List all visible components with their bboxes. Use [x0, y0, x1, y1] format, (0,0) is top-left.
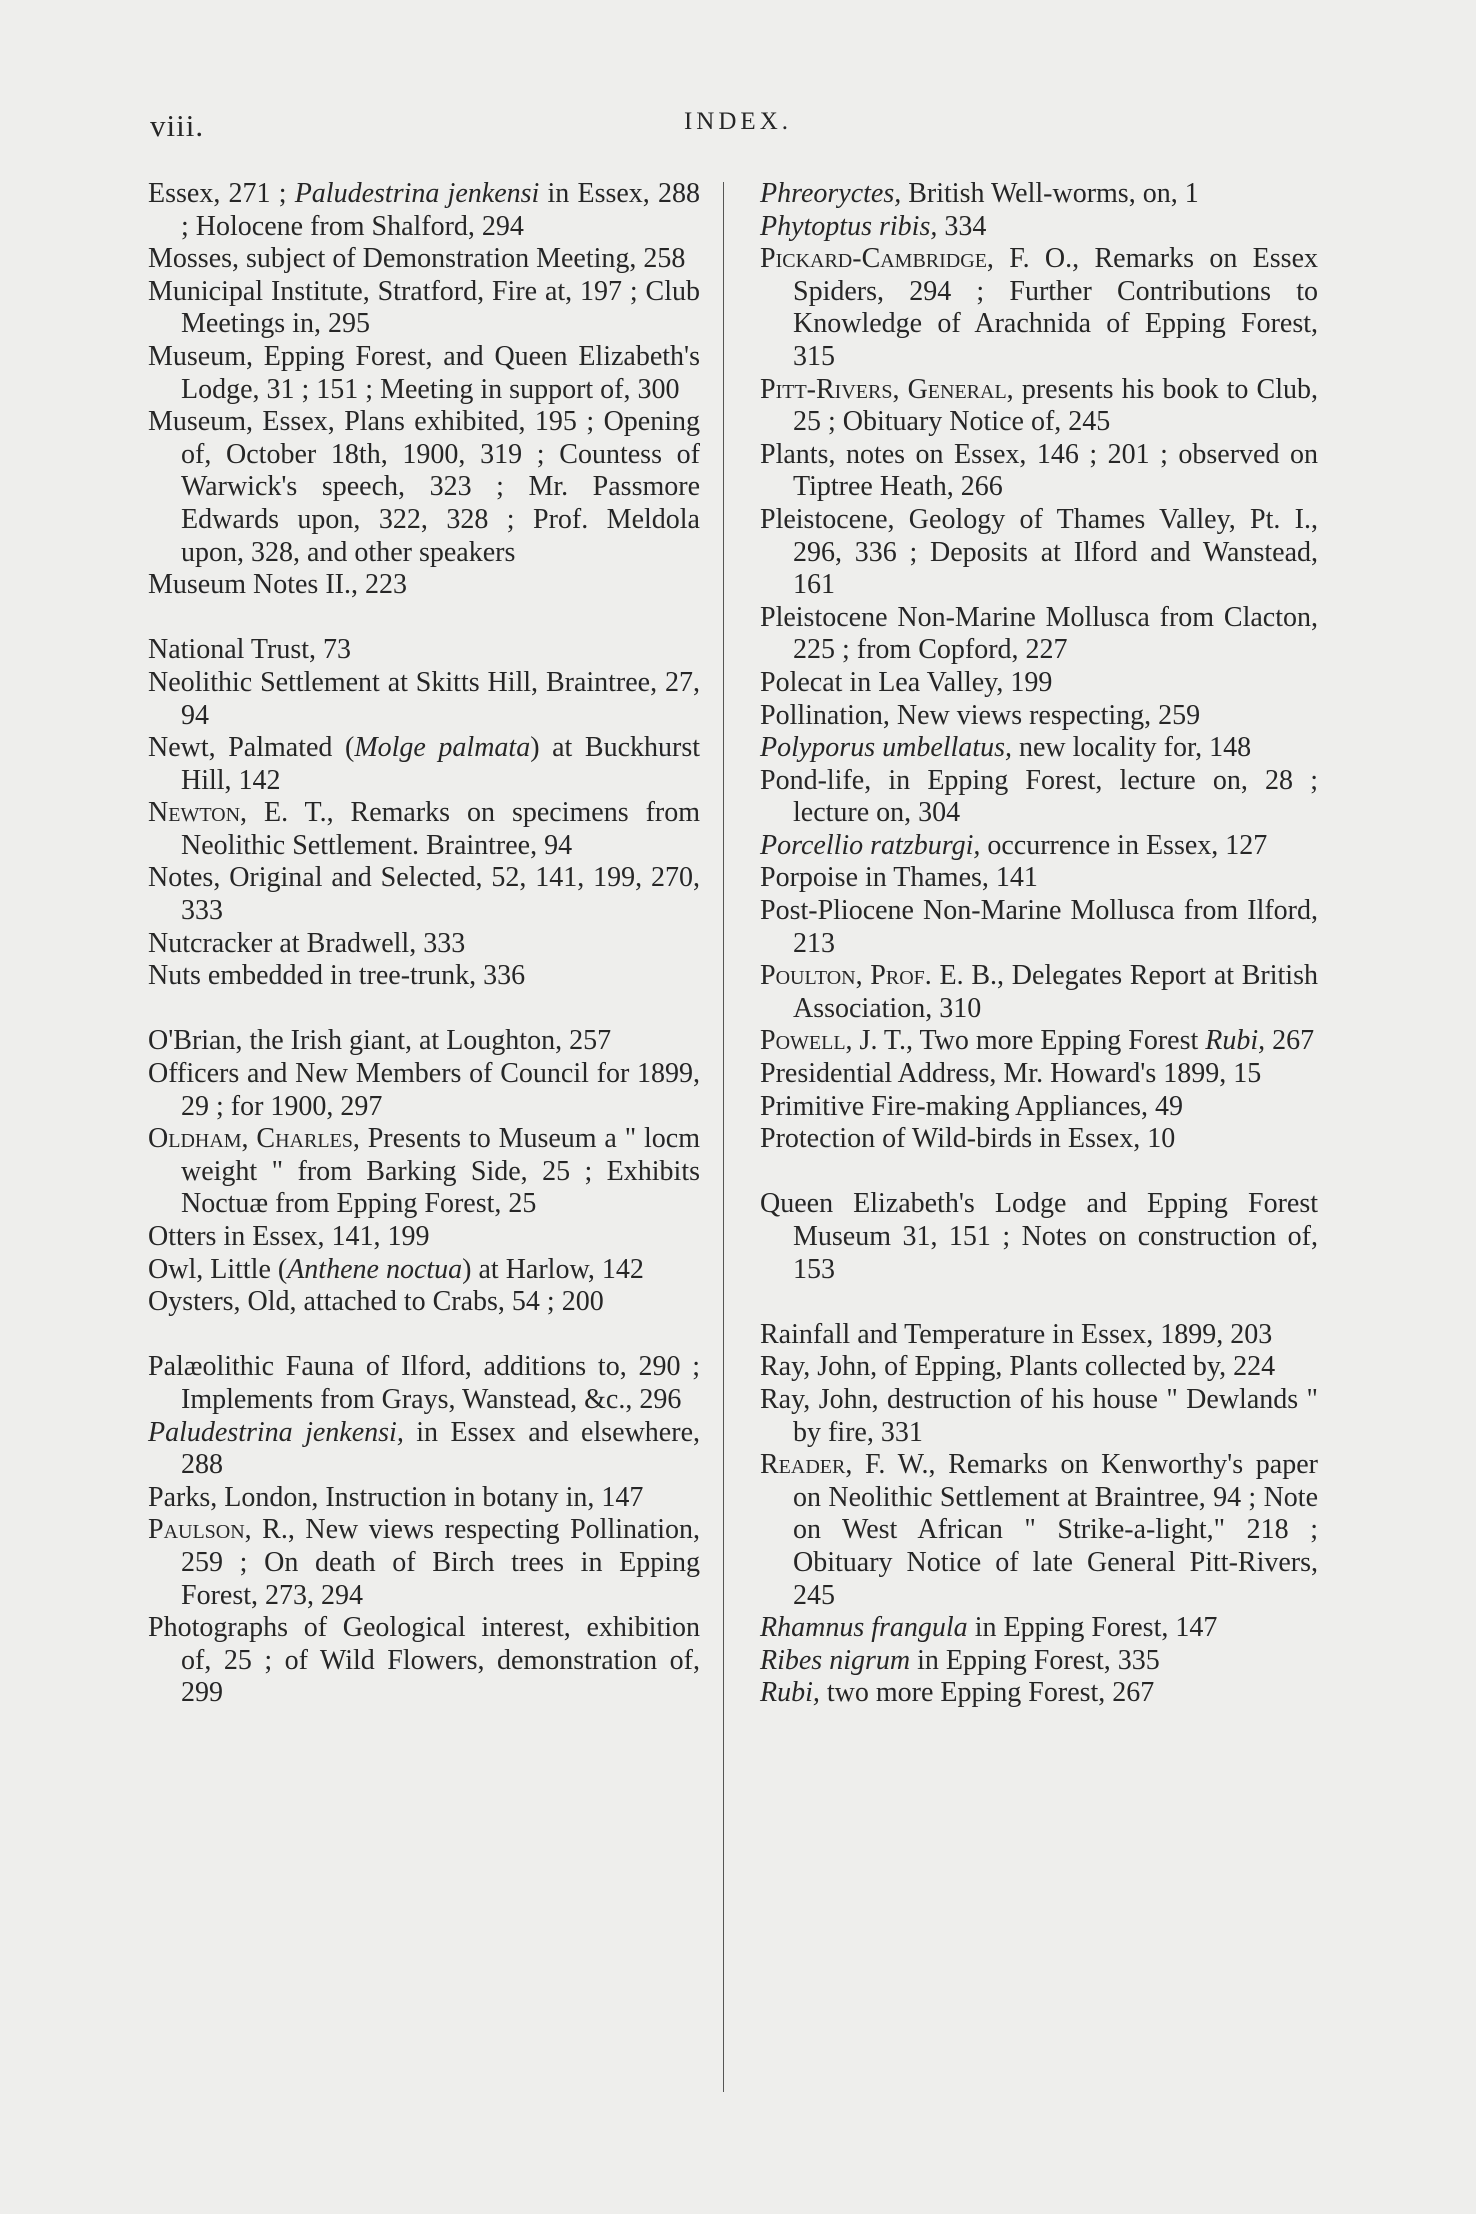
index-entry: Mosses, subject of Demonstration Meeting, 258: [148, 243, 686, 275]
index-entry: Plants, notes on Essex, 146 ; 201 ; observed on Tiptree Heath, 266: [760, 438, 1318, 503]
section-gap: [148, 993, 700, 1026]
index-entry: Museum Notes II., 223: [148, 569, 407, 601]
index-entry: Pickard-Cambridge, F. O., Remarks on Essex Spiders, 294 ; Further Contributions to Knowledge of Arachnida of Epping Forest, 315: [760, 243, 1318, 372]
index-entry: Owl, Little (Anthene noctua) at Harlow, 142: [148, 1253, 644, 1285]
index-entry: Presidential Address, Mr. Howard's 1899, 15: [760, 1058, 1262, 1090]
index-entry: Nutcracker at Bradwell, 333: [148, 927, 466, 959]
index-entry: Oldham, Charles, Presents to Museum a " locm weight " from Barking Side, 25 ; Exhibits Noctuæ from Epping Forest, 25: [148, 1123, 700, 1220]
index-entry: Notes, Original and Selected, 52, 141, 199, 270, 333: [148, 862, 700, 927]
index-entry: Reader, F. W., Remarks on Kenworthy's paper on Neolithic Settlement at Braintree, 94 ; Note on West African " Strike-a-light," 218 ; Obituary Notice of late General Pitt-Rivers, 245: [760, 1449, 1318, 1611]
index-entry: Polecat in Lea Valley, 199: [760, 666, 1053, 698]
section-gap: [148, 1319, 700, 1352]
index-entry: Phreoryctes, British Well-worms, on, 1: [760, 178, 1199, 209]
index-entry: Essex, 271 ; Paludestrina jenkensi in Essex, 288 ; Holocene from Shalford, 294: [148, 178, 701, 242]
index-entry: Porpoise in Thames, 141: [760, 862, 1038, 894]
index-entry: Ray, John, of Epping, Plants collected by, 224: [760, 1351, 1276, 1383]
section-gap: [148, 602, 700, 635]
section-gap: [760, 1286, 1318, 1319]
index-entry: Museum, Essex, Plans exhibited, 195 ; Opening of, October 18th, 1900, 319 ; Countess of Warwick's speech, 323 ; Mr. Passmore Edwards upon, 322, 328 ; Prof. Meldola upon, 328, and other speakers: [148, 406, 700, 568]
index-entry: Pleistocene Non-Marine Mollusca from Clacton, 225 ; from Copford, 227: [760, 601, 1318, 666]
index-entry: Paludestrina jenkensi, in Essex and elsewhere, 288: [148, 1416, 700, 1481]
index-entry: Newt, Palmated (Molge palmata) at Buckhurst Hill, 142: [148, 732, 701, 796]
index-entry: Ray, John, destruction of his house " Dewlands " by fire, 331: [760, 1383, 1318, 1448]
index-entry: Oysters, Old, attached to Crabs, 54 ; 200: [148, 1286, 604, 1318]
index-entry: Paulson, R., New views respecting Pollination, 259 ; On death of Birch trees in Epping Forest, 273, 294: [148, 1514, 700, 1611]
page-number: viii.: [150, 108, 205, 143]
index-entry: Rhamnus frangula in Epping Forest, 147: [760, 1612, 1218, 1644]
index-entry: Powell, J. T., Two more Epping Forest Rubi, 267: [760, 1025, 1315, 1057]
index-entry: Rainfall and Temperature in Essex, 1899, 203: [760, 1318, 1273, 1350]
left-column: [148, 178, 700, 1710]
index-entry: Ribes nigrum in Epping Forest, 335: [760, 1644, 1160, 1676]
right-column: [760, 178, 1318, 1710]
section-gap: [760, 1156, 1318, 1189]
index-entry: Polyporus umbellatus, new locality for, 148: [760, 732, 1252, 764]
index-entry: Post-Pliocene Non-Marine Mollusca from Ilford, 213: [760, 895, 1318, 959]
column-divider: [723, 182, 724, 2092]
index-entry: Pitt-Rivers, General, presents his book to Club, 25 ; Obituary Notice of, 245: [760, 373, 1319, 438]
index-entry: Pollination, New views respecting, 259: [760, 699, 1201, 731]
index-entry: Rubi, two more Epping Forest, 267: [760, 1677, 1155, 1709]
index-entry: Photographs of Geological interest, exhibition of, 25 ; of Wild Flowers, demonstration of, 299: [148, 1612, 700, 1709]
index-entry: Museum, Epping Forest, and Queen Elizabeth's Lodge, 31 ; 151 ; Meeting in support of, 300: [148, 340, 700, 405]
index-entry: Poulton, Prof. E. B., Delegates Report at British Association, 310: [760, 960, 1318, 1024]
index-entry: Phytoptus ribis, 334: [760, 210, 987, 242]
index-entry: O'Brian, the Irish giant, at Loughton, 257: [148, 1025, 612, 1057]
index-entry: Palæolithic Fauna of Ilford, additions to, 290 ; Implements from Grays, Wanstead, &c., 296: [148, 1351, 700, 1415]
index-entry: Newton, E. T., Remarks on specimens from Neolithic Settlement. Braintree, 94: [148, 797, 700, 861]
index-entry: Porcellio ratzburgi, occurrence in Essex, 127: [760, 829, 1268, 861]
index-entry: Municipal Institute, Stratford, Fire at, 197 ; Club Meetings in, 295: [148, 275, 700, 340]
index-entry: Pond-life, in Epping Forest, lecture on, 28 ; lecture on, 304: [760, 764, 1318, 829]
index-entry: Neolithic Settlement at Skitts Hill, Braintree, 27, 94: [148, 666, 700, 731]
index-entry: Queen Elizabeth's Lodge and Epping Forest Museum 31, 151 ; Notes on construction of, 153: [760, 1188, 1318, 1285]
index-entry: Protection of Wild-birds in Essex, 10: [760, 1123, 1176, 1155]
index-entry: National Trust, 73: [148, 634, 352, 666]
index-entry: Otters in Essex, 141, 199: [148, 1221, 430, 1252]
index-entry: Parks, London, Instruction in botany in, 147: [148, 1481, 644, 1513]
index-entry: Officers and New Members of Council for 1899, 29 ; for 1900, 297: [148, 1058, 700, 1122]
page-title: INDEX.: [683, 108, 792, 135]
index-entry: Primitive Fire-making Appliances, 49: [760, 1090, 1184, 1122]
index-entry: Nuts embedded in tree-trunk, 336: [148, 960, 526, 992]
index-entry: Pleistocene, Geology of Thames Valley, Pt. I., 296, 336 ; Deposits at Ilford and Wanstead, 161: [760, 503, 1318, 601]
